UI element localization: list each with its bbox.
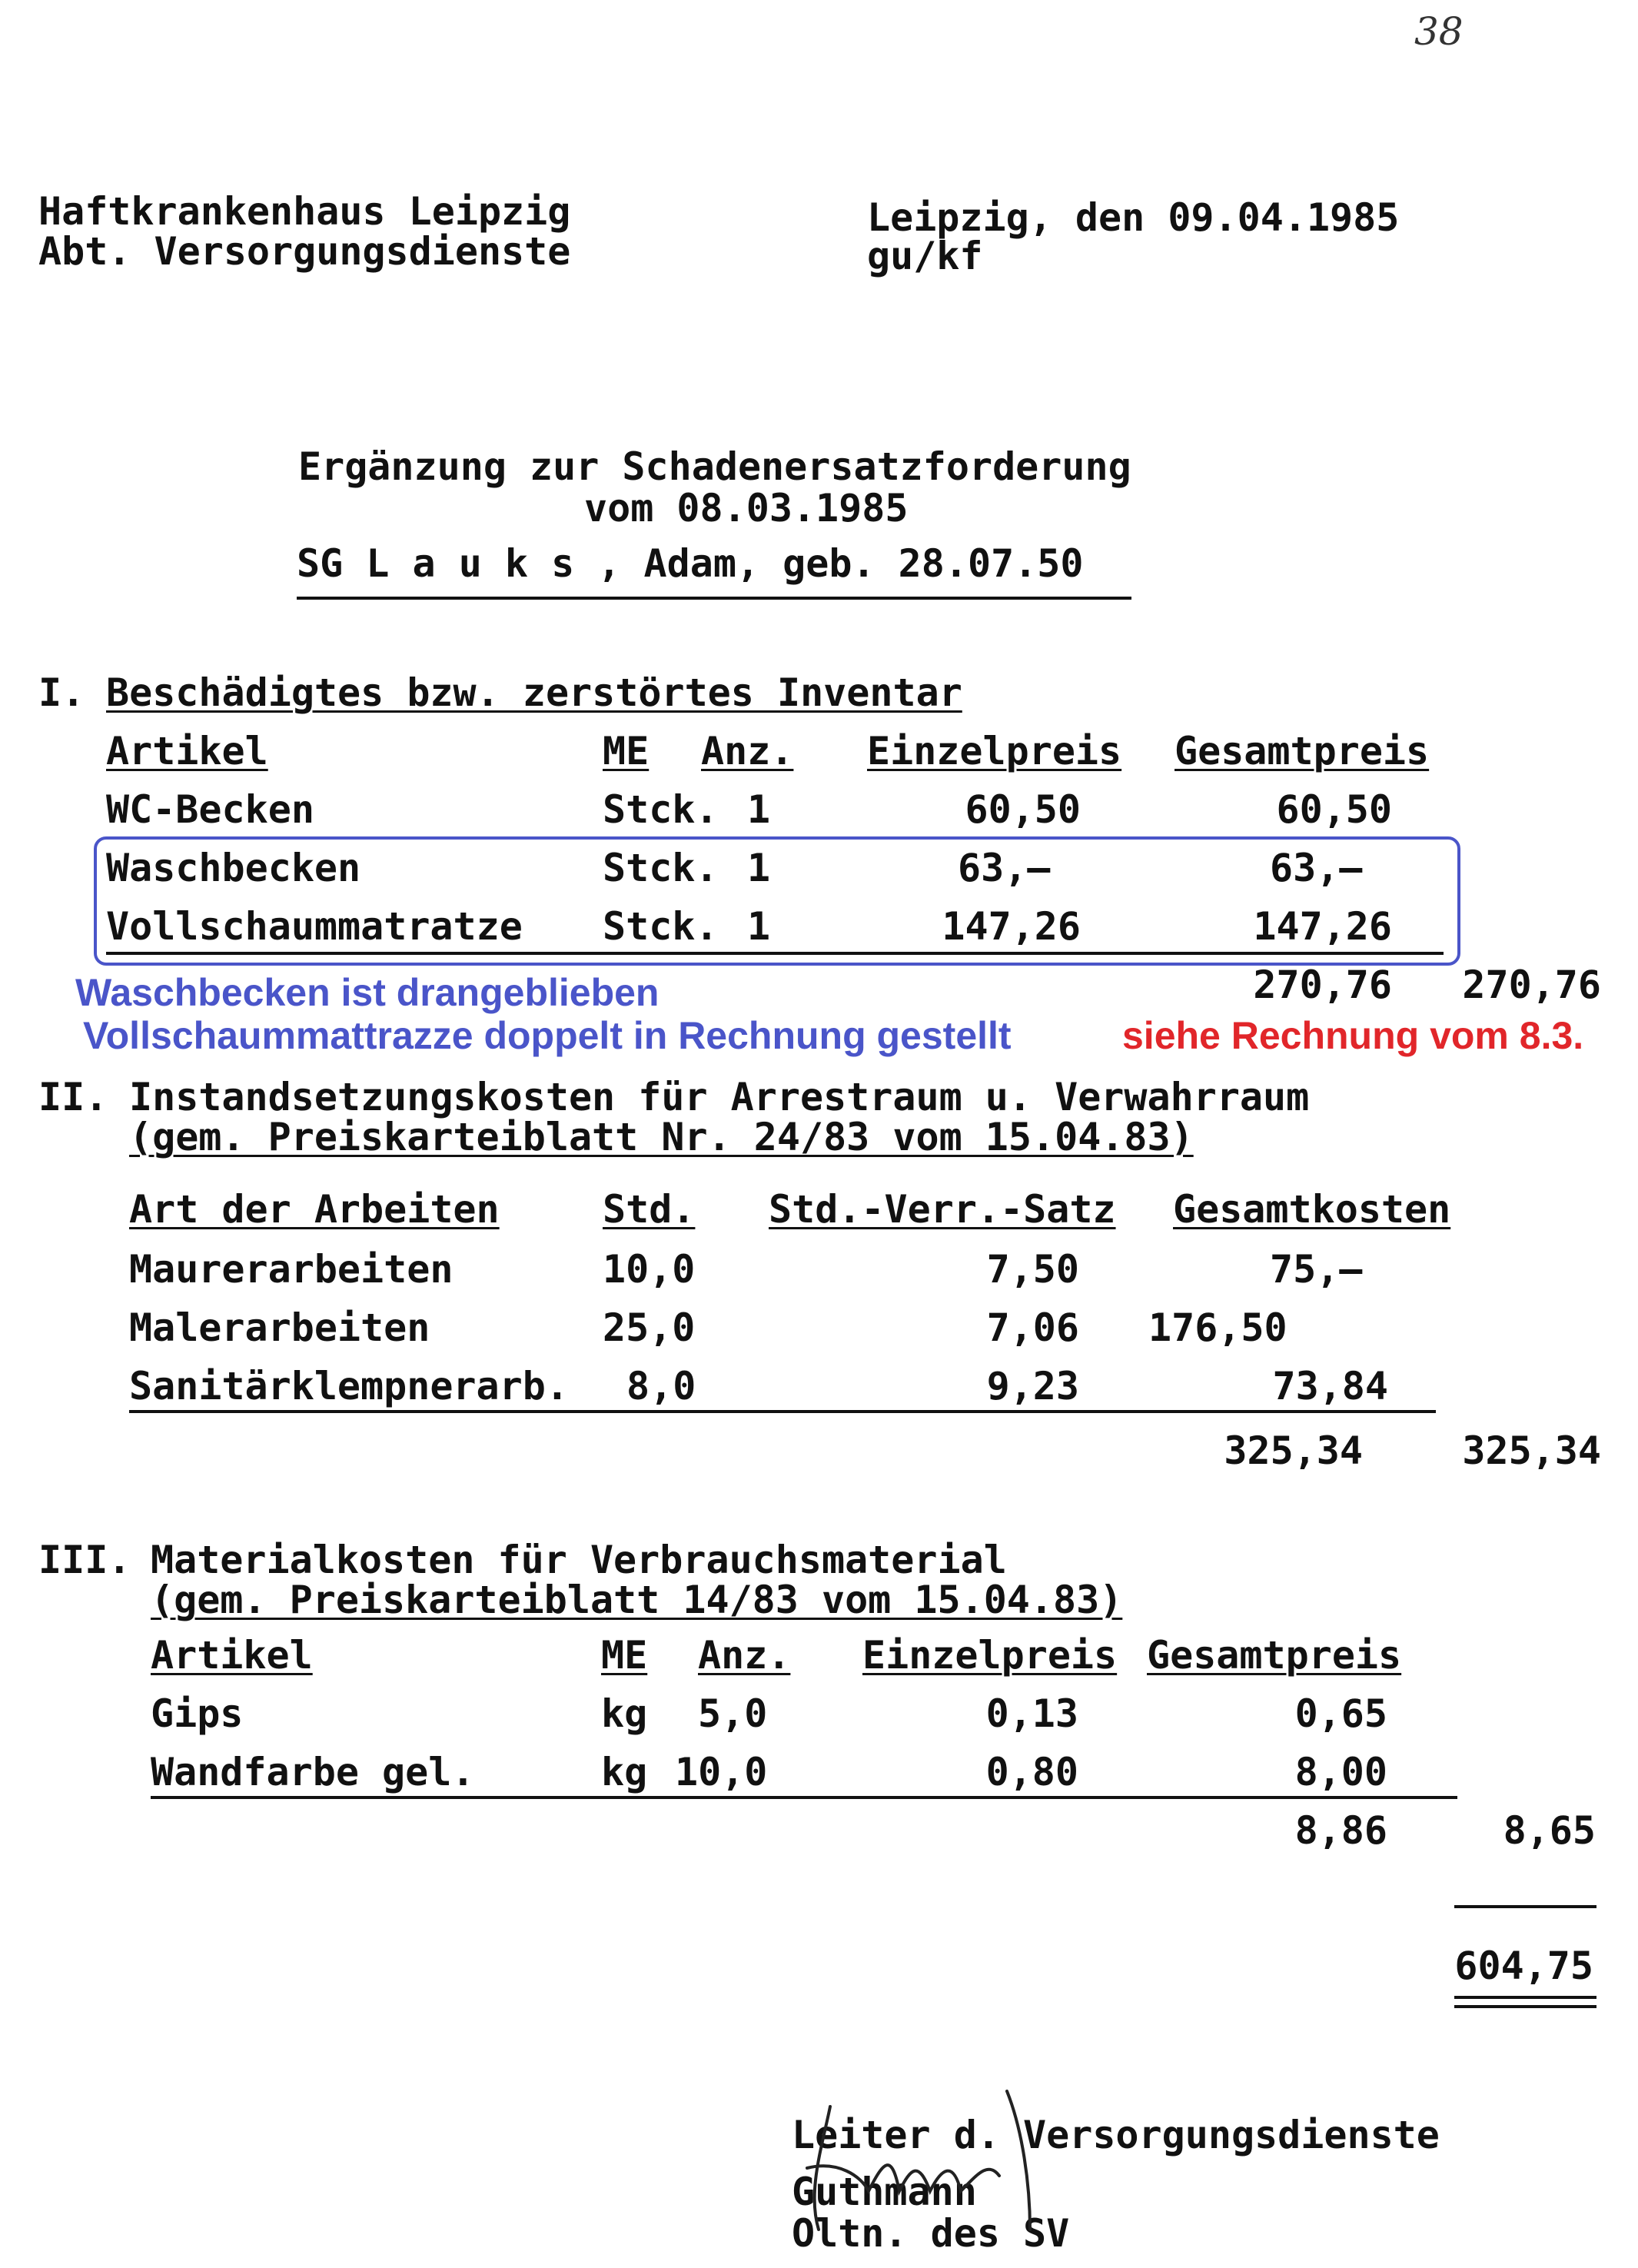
org-department: Abt. Versorgungsdienste bbox=[38, 229, 571, 274]
s3-table-rule bbox=[151, 1796, 1457, 1799]
table-cell: Stck. bbox=[603, 904, 719, 949]
org-name: Haftkrankenhaus Leipzig bbox=[38, 189, 571, 234]
section2-number: II. bbox=[38, 1075, 108, 1119]
section3-heading: Materialkosten für Verbrauchsmaterial bbox=[151, 1538, 1007, 1582]
table-cell: 8,00 bbox=[1294, 1750, 1387, 1794]
table-cell: 0,65 bbox=[1294, 1691, 1387, 1736]
reference-code: gu/kf bbox=[867, 234, 983, 278]
grand-total: 604,75 bbox=[1454, 1944, 1593, 1988]
page-number: 38 bbox=[1414, 9, 1464, 54]
table-cell: Maurerarbeiten bbox=[129, 1247, 454, 1292]
table-cell: 60,50 bbox=[965, 787, 1081, 832]
annotation-matratze: Vollschaummattrazze doppelt in Rechnung gestellt bbox=[83, 1014, 1012, 1057]
s2-col-art: Art der Arbeiten bbox=[129, 1187, 500, 1232]
section3-number: III. bbox=[38, 1538, 131, 1582]
table-cell: 8,0 bbox=[626, 1364, 696, 1408]
s3-total: 8,65 bbox=[1503, 1808, 1596, 1853]
table-cell: Wandfarbe gel. bbox=[151, 1750, 475, 1794]
signature-title: Leiter d. Versorgungsdienste bbox=[792, 2113, 1440, 2157]
table-cell: 0,13 bbox=[985, 1691, 1078, 1736]
s2-total: 325,34 bbox=[1462, 1428, 1601, 1473]
table-cell: 1 bbox=[747, 846, 771, 890]
title-underline bbox=[297, 597, 1131, 600]
s1-col-gesamtpreis: Gesamtpreis bbox=[1175, 729, 1430, 773]
table-cell: 147,26 bbox=[1253, 904, 1392, 949]
table-cell: 1 bbox=[747, 904, 771, 949]
table-cell: 147,26 bbox=[942, 904, 1081, 949]
section1-heading: Beschädigtes bzw. zerstörtes Inventar bbox=[106, 670, 962, 715]
section2-heading: Instandsetzungskosten für Arrestraum u. Verwahrraum bbox=[129, 1075, 1310, 1119]
s2-col-std: Std. bbox=[603, 1187, 696, 1232]
annotation-waschbecken: Waschbecken ist drangeblieben bbox=[75, 971, 660, 1014]
table-cell: Gips bbox=[151, 1691, 244, 1736]
s3-subtotal: 8,86 bbox=[1294, 1808, 1387, 1853]
section3-subheading: (gem. Preiskarteiblatt 14/83 vom 15.04.83) bbox=[151, 1578, 1123, 1622]
s2-col-satz: Std.-Verr.-Satz bbox=[769, 1187, 1116, 1232]
s2-subtotal: 325,34 bbox=[1224, 1428, 1363, 1473]
table-cell: Stck. bbox=[603, 787, 719, 832]
s3-col-gesamtpreis: Gesamtpreis bbox=[1147, 1633, 1402, 1678]
annotation-highlight-box bbox=[94, 836, 1460, 966]
s3-col-einzelpreis: Einzelpreis bbox=[862, 1633, 1118, 1678]
table-cell: 10,0 bbox=[603, 1247, 696, 1292]
s1-col-anz: Anz. bbox=[701, 729, 794, 773]
table-cell: 176,50 bbox=[1148, 1305, 1287, 1350]
table-cell: 7,06 bbox=[986, 1305, 1079, 1350]
s1-col-me: ME bbox=[603, 729, 650, 773]
s3-col-me: ME bbox=[601, 1633, 648, 1678]
section1-number: I. bbox=[38, 670, 85, 715]
s1-total: 270,76 bbox=[1462, 963, 1601, 1007]
table-cell: 9,23 bbox=[986, 1364, 1079, 1408]
table-cell: 63,— bbox=[1270, 846, 1363, 890]
table-cell: 60,50 bbox=[1276, 787, 1392, 832]
table-cell: Vollschaummatratze bbox=[106, 904, 523, 949]
annotation-see-invoice: siehe Rechnung vom 8.3. bbox=[1122, 1014, 1584, 1057]
table-cell: 10,0 bbox=[675, 1750, 768, 1794]
grand-total-double-rule-2 bbox=[1454, 2005, 1596, 2008]
table-cell: 1 bbox=[747, 787, 771, 832]
table-cell: 75,— bbox=[1270, 1247, 1363, 1292]
table-cell: kg bbox=[601, 1691, 648, 1736]
table-cell: WC-Becken bbox=[106, 787, 314, 832]
s2-col-gesamt: Gesamtkosten bbox=[1173, 1187, 1451, 1232]
table-cell: Waschbecken bbox=[106, 846, 361, 890]
table-cell: 63,— bbox=[958, 846, 1051, 890]
grand-total-rule bbox=[1454, 1905, 1596, 1908]
handwritten-signature bbox=[776, 2076, 1099, 2256]
table-cell: Malerarbeiten bbox=[129, 1305, 430, 1350]
table-cell: Sanitärklempnerarb. bbox=[129, 1364, 569, 1408]
signature-name: Guthmann bbox=[792, 2170, 977, 2214]
s2-table-rule bbox=[129, 1410, 1436, 1413]
signature-rank: Oltn. des SV bbox=[792, 2211, 1070, 2256]
s1-subtotal: 270,76 bbox=[1253, 963, 1392, 1007]
subject-person: SG L a u k s , Adam, geb. 28.07.50 bbox=[297, 541, 1084, 586]
s1-col-artikel: Artikel bbox=[106, 729, 268, 773]
section2-subheading: (gem. Preiskarteiblatt Nr. 24/83 vom 15.04.83) bbox=[129, 1115, 1194, 1159]
table-cell: kg bbox=[601, 1750, 648, 1794]
s3-col-artikel: Artikel bbox=[151, 1633, 313, 1678]
table-cell: 0,80 bbox=[985, 1750, 1078, 1794]
document-title-date: vom 08.03.1985 bbox=[584, 486, 909, 530]
table-cell: 7,50 bbox=[986, 1247, 1079, 1292]
table-cell: 5,0 bbox=[698, 1691, 768, 1736]
place-date: Leipzig, den 09.04.1985 bbox=[867, 195, 1400, 240]
table-cell: Stck. bbox=[603, 846, 719, 890]
grand-total-double-rule-1 bbox=[1454, 1996, 1596, 1999]
s3-col-anz: Anz. bbox=[698, 1633, 791, 1678]
s1-col-einzelpreis: Einzelpreis bbox=[867, 729, 1122, 773]
table-cell: 73,84 bbox=[1272, 1364, 1388, 1408]
table-cell: 25,0 bbox=[603, 1305, 696, 1350]
document-title: Ergänzung zur Schadenersatzforderung bbox=[298, 444, 1131, 489]
